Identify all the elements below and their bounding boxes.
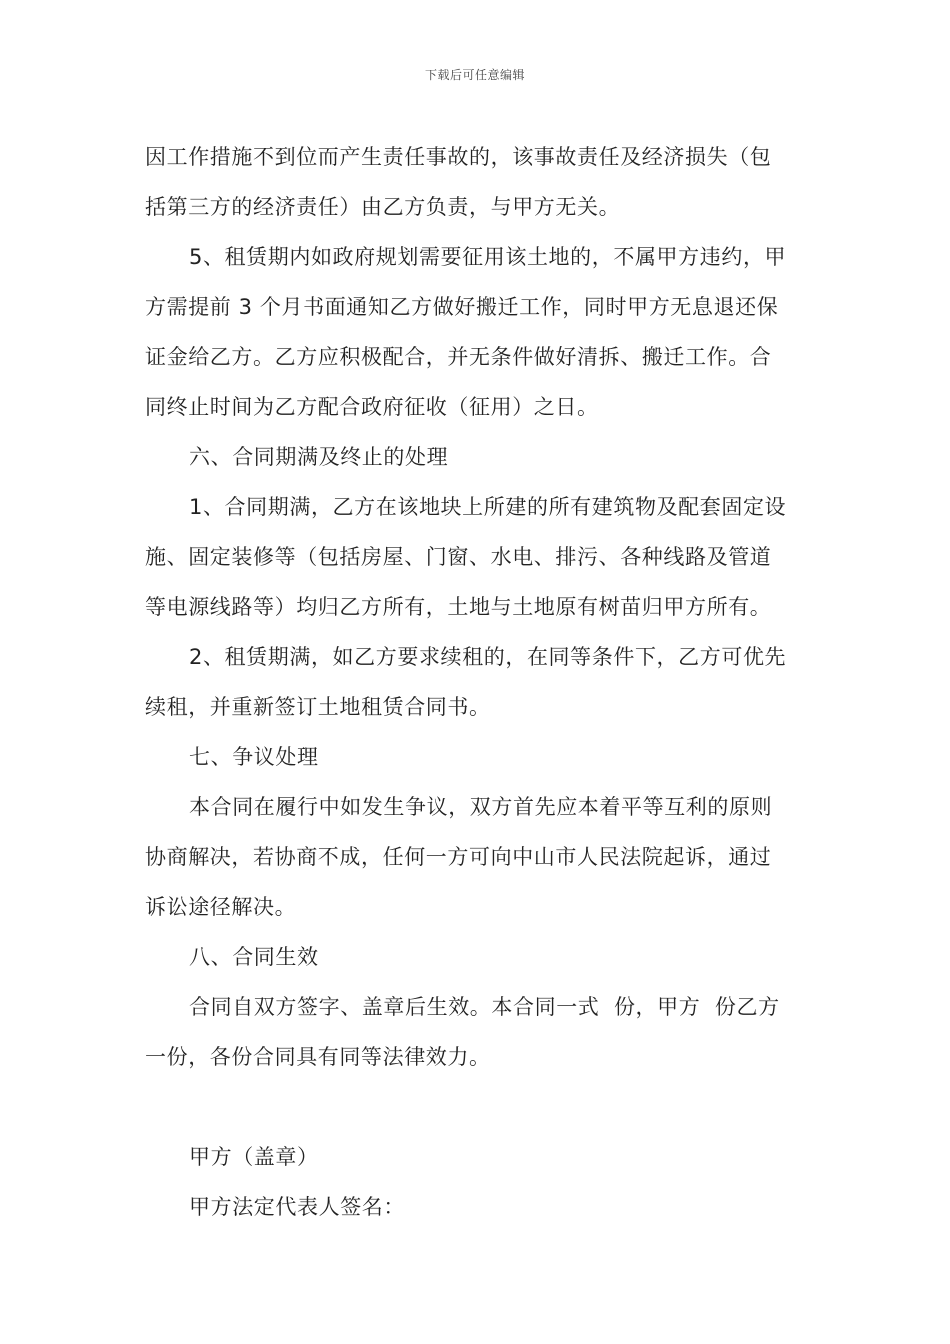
- text-line: 因工作措施不到位而产生责任事故的，该事故责任及经济损失（包: [145, 145, 772, 169]
- section-heading-eight: [145, 932, 805, 982]
- text-line: 2、租赁期满，如乙方要求续租的，在同等条件下，乙方可优先: [189, 645, 787, 669]
- text-line: 方需提前 3 个月书面通知乙方做好搬迁工作，同时甲方无息退还保: [145, 295, 779, 319]
- text-line: 合同自双方签字、盖章后生效。本合同一式 份，甲方 份乙方: [189, 995, 780, 1019]
- section-heading-seven: [145, 732, 805, 782]
- text-line: 一份，各份合同具有同等法律效力。: [145, 1045, 491, 1069]
- paragraph-six-2: [145, 632, 805, 732]
- text-line: 施、固定装修等（包括房屋、门窗、水电、排污、各种线路及管道: [145, 545, 772, 569]
- text-line: 括第三方的经济责任）由乙方负责，与甲方无关。: [145, 195, 621, 219]
- text-line: 协商解决，若协商不成，任何一方可向中山市人民法院起诉，通过: [145, 845, 772, 869]
- paragraph-clause-5: [145, 232, 805, 432]
- text-line: 证金给乙方。乙方应积极配合，并无条件做好清拆、搬迁工作。合: [145, 345, 772, 369]
- text-line: 续租，并重新签订土地租赁合同书。: [145, 695, 491, 719]
- text-line: 同终止时间为乙方配合政府征收（征用）之日。: [145, 395, 599, 419]
- text-line: 本合同在履行中如发生争议，双方首先应本着平等互利的原则: [189, 795, 773, 819]
- party-a-seal-label: 甲方（盖章）: [189, 1145, 319, 1169]
- text-line: 诉讼途径解决。: [145, 895, 297, 919]
- section-title: 六、合同期满及终止的处理: [189, 445, 449, 469]
- signature-block: [145, 1132, 805, 1232]
- text-line: 1、合同期满，乙方在该地块上所建的所有建筑物及配套固定设: [189, 495, 787, 519]
- text-line: 等电源线路等）均归乙方所有，土地与土地原有树苗归甲方所有。: [145, 595, 772, 619]
- paragraph-six-1: [145, 482, 805, 632]
- paragraph-effect: [145, 982, 805, 1082]
- paragraph-dispute: [145, 782, 805, 932]
- text-line: 5、租赁期内如政府规划需要征用该土地的，不属甲方违约，甲: [189, 245, 787, 269]
- document-body: [145, 132, 805, 1232]
- section-heading-six: [145, 432, 805, 482]
- paragraph-liability-continued: [145, 132, 805, 232]
- blank-line: [145, 1082, 805, 1132]
- section-title: 八、合同生效: [189, 945, 319, 969]
- section-title: 七、争议处理: [189, 745, 319, 769]
- page-header: 下载后可任意编辑: [424, 68, 525, 82]
- party-a-representative-signature-label: 甲方法定代表人签名：: [189, 1195, 405, 1219]
